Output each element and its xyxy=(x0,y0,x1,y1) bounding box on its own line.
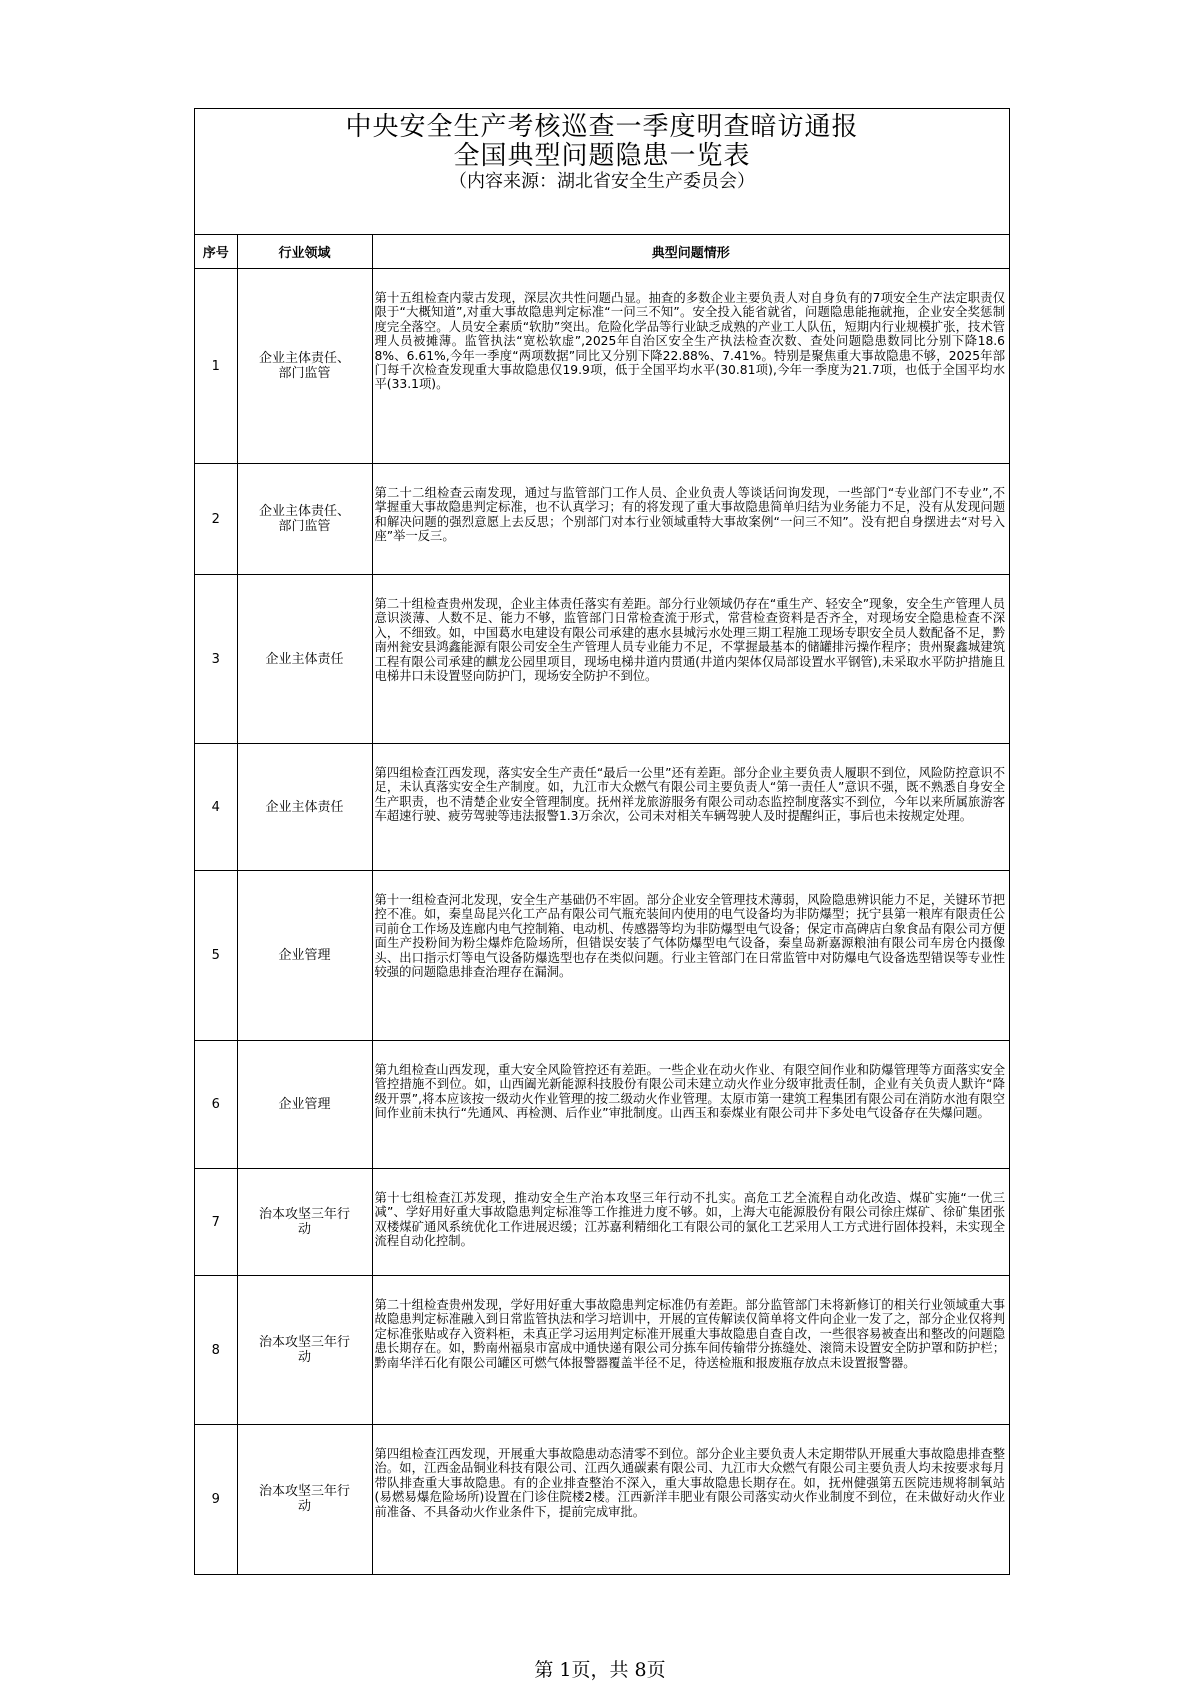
row-number: 2 xyxy=(195,464,237,575)
content-source: （内容来源：湖北省安全生产委员会） xyxy=(449,171,755,192)
table-row xyxy=(195,1425,1009,1574)
row-description: 第四组检查江西发现，开展重大事故隐患动态清零不到位。部分企业主要负责人未定期带队开展重大事故隐患排查整治。如，江西金品铜业科技有限公司、江西久通碳素有限公司、九江市大众燃气有限公司主要负责人均未按要求每月带队排查重大事故隐患。有的企业排查整治不深入，重大事故隐患长期存在。如，抚州健强第五医院违规将制氧站(易燃易爆危险场所)设置在门诊住院楼2楼。江西新洋丰肥业有限公司落实动火作业制度不到位，在未做好动火作业前准备、不具备动火作业条件下，提前完成审批。 xyxy=(372,1425,1009,1574)
row-description: 第二十组检查贵州发现，学好用好重大事故隐患判定标准仍有差距。部分监管部门未将新修订的相关行业领域重大事故隐患判定标准融入到日常监管执法和学习培训中，开展的宣传解读仅简单将文件向企业一发了之，部分企业仅将判定标准张贴或存入资料柜，未真正学习运用判定标准开展重大事故隐患自查自改，一些很容易被查出和整改的问题隐患长期存在。如，黔南州福泉市富成中通快递有限公司分拣车间传输带分拣缝处、滚筒未设置安全防护罩和防护栏；黔南华洋石化有限公司罐区可燃气体报警器覆盖半径不足，待送检瓶和报废瓶存放点未设置报警器。 xyxy=(372,1276,1009,1425)
inspection-table-sheet xyxy=(194,108,1010,1575)
row-field: 治本攻坚三年行动 xyxy=(237,1425,372,1574)
table-row xyxy=(195,575,1009,744)
row-description: 第九组检查山西发现，重大安全风险管控还有差距。一些企业在动火作业、有限空间作业和防爆管理等方面落实安全管控措施不到位。如，山西阖光新能源科技股份有限公司未建立动火作业分级审批责任制，企业有关负责人默许“降级开票”,将本应该按一级动火作业管理的按二级动火作业管理。太原市第一建筑工程集团有限公司在消防水池有限空间作业前未执行“先通风、再检测、后作业”审批制度。山西玉和泰煤业有限公司井下多处电气设备存在失爆问题。 xyxy=(372,1041,1009,1169)
row-field: 治本攻坚三年行动 xyxy=(237,1276,372,1425)
table-header-row xyxy=(195,235,1009,269)
document-title-line-1: 中央安全生产考核巡查一季度明查暗访通报 xyxy=(345,112,859,142)
hazard-table xyxy=(195,235,1009,1574)
row-number: 1 xyxy=(195,269,237,464)
table-row xyxy=(195,1169,1009,1276)
row-field: 企业主体责任 xyxy=(237,744,372,871)
row-number: 5 xyxy=(195,871,237,1041)
row-field: 企业管理 xyxy=(237,871,372,1041)
row-description: 第十一组检查河北发现，安全生产基础仍不牢固。部分企业安全管理技术薄弱，风险隐患辨识能力不足，关键环节把控不准。如，秦皇岛昆兴化工产品有限公司气瓶充装间内使用的电气设备均为非防爆型；抚宁县第一粮库有限责任公司前仓工作场及连廊内电气控制箱、电动机、传感器等均为非防爆型电气设备；保定市高碑店白象食品有限公司方便面生产投粉间为粉尘爆炸危险场所，但错误安装了气体防爆型电气设备，秦皇岛新嘉源粮油有限公司车房仓内摄像头、出口指示灯等电气设备防爆选型也存在类似问题。行业主管部门在日常监管中对防爆电气设备选型错误等专业性较强的问题隐患排查治理存在漏洞。 xyxy=(372,871,1009,1041)
row-field: 企业主体责任、部门监管 xyxy=(237,269,372,464)
row-description: 第十五组检查内蒙古发现，深层次共性问题凸显。抽查的多数企业主要负责人对自身负有的7项安全生产法定职责仅限于“大概知道”,对重大事故隐患判定标准“一问三不知”。安全投入能省就省，问题隐患能拖就拖，企业安全奖惩制度完全落空。人员安全素质“软肋”突出。危险化学品等行业缺乏成熟的产业工人队伍，短期内行业规模扩张，技术管理人员被摊薄。监管执法“宽松软虚”,2025年自治区安全生产执法检查次数、查处问题隐患数同比分别下降18.68%、6.61%,今年一季度“两项数据”同比又分别下降22.88%、7.41%。特别是聚焦重大事故隐患不够，2025年部门每千次检查发现重大事故隐患仅19.9项，低于全国平均水平(30.81项),今年一季度为21.7项，也低于全国平均水平(33.1项)。 xyxy=(372,269,1009,464)
column-header-desc: 典型问题情形 xyxy=(372,235,1009,269)
row-field: 企业主体责任 xyxy=(237,575,372,744)
title-block xyxy=(195,109,1009,235)
row-description: 第十七组检查江苏发现，推动安全生产治本攻坚三年行动不扎实。高危工艺全流程自动化改造、煤矿实施“一优三减”、学好用好重大事故隐患判定标准等工作推进力度不够。如，上海大屯能源股份有限公司徐庄煤矿、徐矿集团张双楼煤矿通风系统优化工作进展迟缓；江苏嘉利精细化工有限公司的氯化工艺采用人工方式进行固体投料，未实现全流程自动化控制。 xyxy=(372,1169,1009,1276)
table-row xyxy=(195,1276,1009,1425)
table-row xyxy=(195,1041,1009,1169)
row-description: 第四组检查江西发现，落实安全生产责任“最后一公里”还有差距。部分企业主要负责人履职不到位，风险防控意识不足，未认真落实安全生产制度。如，九江市大众燃气有限公司主要负责人“第一责任人”意识不强，既不熟悉自身安全生产职责，也不清楚企业安全管理制度。抚州祥龙旅游服务有限公司动态监控制度落实不到位，今年以来所属旅游客车超速行驶、疲劳驾驶等违法报警1.3万余次，公司未对相关车辆驾驶人及时提醒纠正，事后也未按规定处理。 xyxy=(372,744,1009,871)
table-row xyxy=(195,464,1009,575)
row-field: 企业主体责任、部门监管 xyxy=(237,464,372,575)
table-row xyxy=(195,744,1009,871)
row-number: 6 xyxy=(195,1041,237,1169)
row-description: 第二十组检查贵州发现，企业主体责任落实有差距。部分行业领域仍存在“重生产、轻安全”现象，安全生产管理人员意识淡薄、人数不足、能力不够，监管部门日常检查流于形式，常营检查资料是否齐全，对现场安全隐患检查不深入，不细致。如，中国葛水电建设有限公司承建的惠水县城污水处理三期工程施工现场专职安全员人数配备不足，黔南州瓮安县鸿鑫能源有限公司安全生产管理人员专业能力不足，不掌握最基本的储罐排污操作程序；贵州聚鑫城建筑工程有限公司承建的麒龙公园里项目，现场电梯井道内贯通(井道内架体仅局部设置水平钢管),未采取水平防护措施且电梯井口未设置竖向防护门，现场安全防护不到位。 xyxy=(372,575,1009,744)
row-number: 4 xyxy=(195,744,237,871)
row-number: 8 xyxy=(195,1276,237,1425)
row-field: 治本攻坚三年行动 xyxy=(237,1169,372,1276)
page-footer: 第 1页，共 8页 xyxy=(534,1659,666,1681)
row-number: 7 xyxy=(195,1169,237,1276)
column-header-field: 行业领域 xyxy=(237,235,372,269)
row-field: 企业管理 xyxy=(237,1041,372,1169)
row-number: 3 xyxy=(195,575,237,744)
column-header-no: 序号 xyxy=(195,235,237,269)
row-description: 第二十二组检查云南发现，通过与监管部门工作人员、企业负责人等谈话问询发现，一些部门“专业部门不专业”,不掌握重大事故隐患判定标准，也不认真学习；有的将发现了重大事故隐患简单归结为业务能力不足，没有从发现问题和解决问题的强烈意愿上去反思；个别部门对本行业领域重特大事故案例“一问三不知”。没有把自身摆进去“对号入座”举一反三。 xyxy=(372,464,1009,575)
row-number: 9 xyxy=(195,1425,237,1574)
table-row xyxy=(195,871,1009,1041)
document-title-line-2: 全国典型问题隐患一览表 xyxy=(453,141,751,171)
table-row xyxy=(195,269,1009,464)
